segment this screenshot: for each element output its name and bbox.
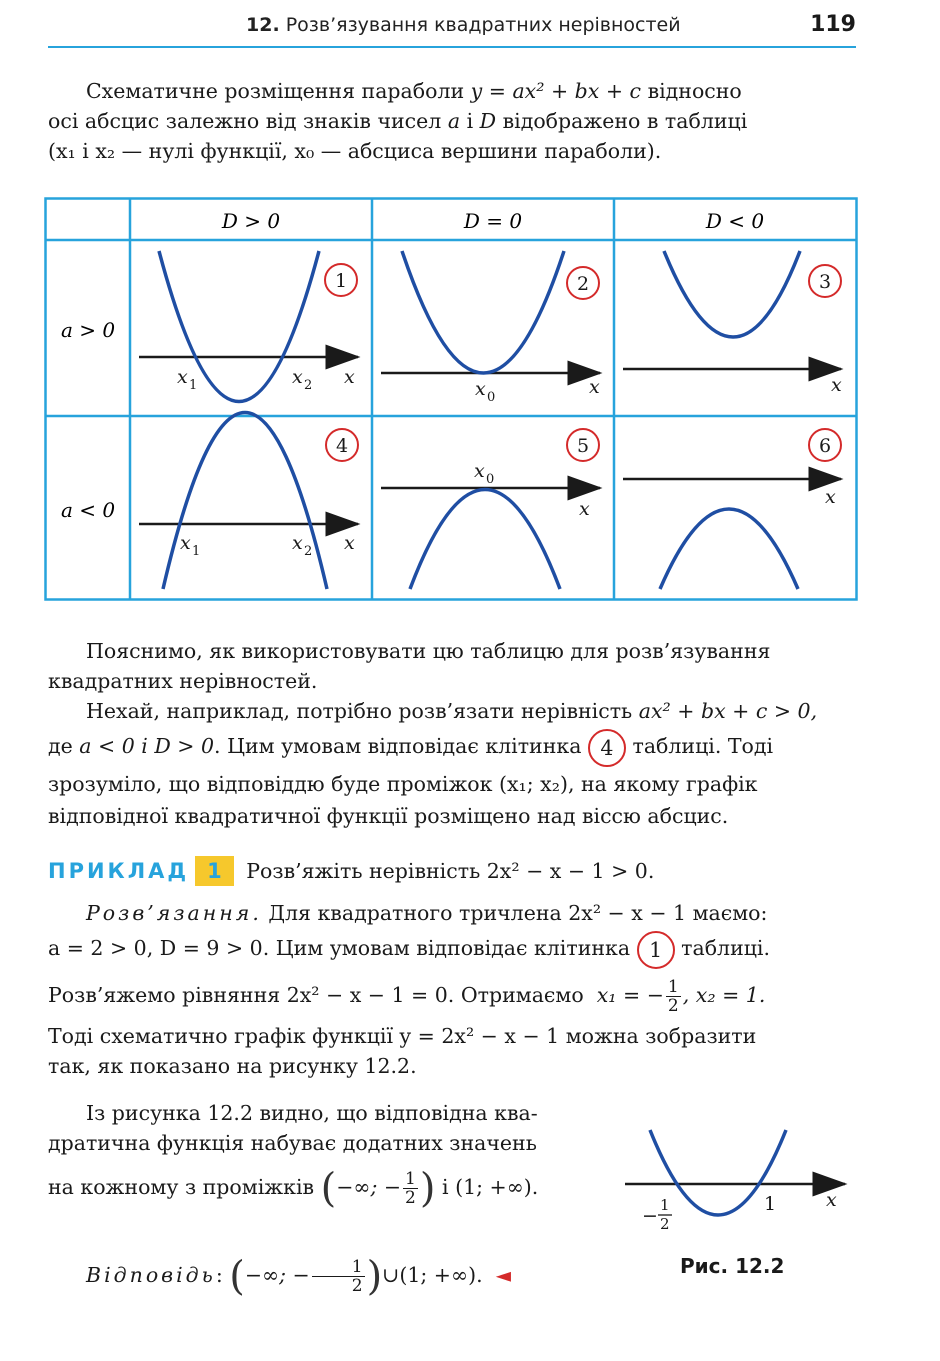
example-number-badge: 1	[195, 856, 234, 886]
cell-6	[623, 429, 841, 589]
parabola-down	[660, 509, 798, 589]
answer-line	[48, 1246, 608, 1304]
parabola-down	[163, 413, 327, 590]
explain-line: Пояснимо, як використовувати цю таблицю для розв’язування	[86, 639, 771, 663]
fraction-denominator: 2	[667, 995, 679, 1016]
x-axis-label: x	[825, 486, 836, 508]
subscript: 1	[189, 378, 198, 393]
page-header	[48, 8, 856, 48]
chapter-title-text: Розв’язування квадратних нерівностей	[285, 14, 681, 36]
x1-label: x	[177, 366, 188, 388]
root-one-label: 1	[764, 1193, 777, 1215]
subscript: 2	[304, 378, 313, 393]
root-fraction-den: 2	[660, 1215, 670, 1232]
fraction-numerator: 1	[312, 1258, 365, 1277]
root-fraction-num: 1	[660, 1196, 670, 1214]
page-number: 119	[810, 12, 856, 37]
chapter-number: 12.	[246, 14, 280, 36]
solution-line: дратична функція набуває додатних значень	[48, 1131, 537, 1155]
chapter-title	[246, 14, 681, 36]
table-grid	[46, 199, 857, 600]
solution-text: Розв’яжемо рівняння 2x² − x − 1 = 0. Отримаємо	[48, 982, 584, 1007]
col-header-d-negative: D < 0	[705, 209, 765, 233]
example-heading	[48, 856, 854, 886]
parabola-formula: y = ax² + bx + c	[470, 79, 642, 103]
cell-reference-1: 1	[637, 931, 675, 969]
interval-right: і (1; +∞).	[442, 1175, 539, 1199]
x-axis-label: x	[826, 1189, 837, 1211]
solution-word: Розв’язання.	[86, 901, 262, 925]
explain-line: зрозуміло, що відповіддю буде проміжок (x₁; x₂), на якому графік	[48, 771, 758, 796]
fraction-numerator: 1	[667, 976, 679, 997]
row-header-a-positive: a > 0	[60, 318, 116, 342]
solution-text: на кожному з проміжків	[48, 1175, 315, 1199]
solution-line	[48, 969, 854, 1021]
fraction-numerator: 1	[405, 1169, 416, 1189]
answer-colon: :	[215, 1263, 223, 1287]
intro-text: відносно	[641, 79, 742, 103]
example-task: Розв’яжіть нерівність 2x² − x − 1 > 0.	[246, 859, 655, 883]
parabola-table-svg	[44, 197, 858, 601]
cell-number: 4	[335, 435, 349, 457]
solution-text: таблиці.	[681, 936, 770, 960]
subscript: 0	[487, 390, 496, 405]
parabola-table	[44, 197, 858, 601]
header-rule	[48, 46, 856, 48]
explain-text: . Цим умовам відповідає клітинка	[214, 734, 582, 758]
answer-word: Відповідь	[86, 1263, 216, 1287]
parabola-up	[402, 251, 564, 373]
x-axis-label: x	[831, 374, 842, 396]
answer-interval-left: −∞; −	[244, 1263, 310, 1287]
subscript: 2	[304, 544, 313, 559]
col-header-d-positive: D > 0	[221, 209, 281, 233]
intro-line-2	[48, 106, 854, 136]
explain-line: квадратних нерівностей.	[48, 669, 318, 693]
cell-reference-4: 4	[588, 729, 626, 767]
solution-line: Із рисунка 12.2 видно, що відповідна ква-	[86, 1101, 538, 1125]
solution-line	[48, 928, 854, 969]
x-axis-label: x	[344, 366, 355, 388]
var-d: D	[479, 109, 497, 133]
solution-text: Для квадратного тричлена 2x² − x − 1 маємо:	[261, 901, 768, 925]
row-header-a-negative: a < 0	[60, 498, 116, 522]
parabola-up	[664, 251, 800, 337]
solution-line	[48, 1158, 608, 1216]
solution-line	[48, 898, 854, 928]
solution-line: так, як показано на рисунку 12.2.	[48, 1053, 417, 1078]
answer	[48, 1246, 608, 1304]
inequality-formula: ax² + bx + c > 0,	[638, 699, 818, 723]
cell-3	[623, 251, 842, 396]
explain-text: де	[48, 734, 80, 758]
root-x1: x₁ = −	[596, 982, 664, 1007]
fraction-one-half	[312, 1258, 365, 1295]
cell-5	[381, 429, 600, 589]
example-label: ПРИКЛАД	[48, 859, 190, 883]
x-axis-label: x	[589, 376, 600, 398]
intro-paragraph	[48, 76, 854, 166]
paren: (	[320, 1165, 337, 1212]
cell-number: 2	[576, 273, 590, 295]
x-axis-label: x	[344, 532, 355, 554]
col-header-d-zero: D = 0	[463, 209, 523, 233]
solution-text: a = 2 > 0, D = 9 > 0. Цим умовам відповідає клітинка	[48, 936, 631, 960]
parabola-down	[410, 490, 560, 590]
solution-block	[48, 898, 854, 1081]
subscript: 1	[192, 544, 201, 559]
x1-label: x	[180, 532, 191, 554]
figure-caption: Рис. 12.2	[680, 1254, 785, 1278]
figure-12-2	[620, 1122, 850, 1232]
cell-number: 3	[818, 271, 832, 293]
answer-interval-right: ∪(1; +∞).	[382, 1263, 483, 1287]
intro-text: осі абсцис залежно від знаків чисел	[48, 109, 448, 133]
var-a: a	[447, 109, 461, 133]
cell-number: 1	[334, 270, 348, 292]
explain-line	[48, 726, 854, 767]
root-x2: , x₂ = 1.	[682, 982, 766, 1007]
paren: (	[229, 1253, 245, 1300]
paren: )	[419, 1165, 436, 1212]
cell-number: 5	[576, 435, 590, 457]
interval-left: −∞; −	[336, 1175, 402, 1199]
explain-text: таблиці. Тоді	[632, 734, 774, 758]
x2-label: x	[292, 532, 303, 554]
fraction-denominator: 2	[351, 1276, 363, 1296]
cell-1	[139, 251, 358, 402]
fraction-one-half	[403, 1170, 418, 1207]
cell-4	[139, 413, 358, 590]
paren: )	[366, 1253, 383, 1300]
cell-number: 6	[818, 435, 832, 457]
intro-text: і	[460, 109, 480, 133]
explanation-paragraph-2	[48, 696, 854, 831]
x0-label: x	[474, 460, 485, 482]
x2-label: x	[292, 366, 303, 388]
explanation-paragraph-1	[48, 636, 854, 696]
fraction-one-half	[666, 978, 681, 1015]
x-axis-label: x	[579, 498, 590, 520]
explain-line	[48, 696, 854, 726]
end-of-solution-marker: ◄	[495, 1263, 512, 1287]
example-title-line	[48, 856, 854, 886]
solution-line: Тоді схематично графік функції y = 2x² − x − 1 можна зобразити	[48, 1023, 757, 1048]
explain-line: відповідної квадратичної функції розміщено над віссю абсцис.	[48, 803, 729, 828]
subscript: 0	[486, 472, 495, 487]
solution-interval-block	[48, 1098, 608, 1216]
intro-line-3: (x₁ і x₂ — нулі функції, x₀ — абсциса вершини параболи).	[48, 139, 662, 163]
intro-text: відображено в таблиці	[496, 109, 748, 133]
root-minus-sign: −	[642, 1205, 658, 1227]
condition-text: a < 0 і D > 0	[79, 734, 215, 758]
intro-text: Схематичне розміщення параболи	[86, 79, 471, 103]
cell-2	[381, 251, 600, 405]
x0-label: x	[475, 378, 486, 400]
intro-line-1	[48, 76, 854, 106]
explain-text: Нехай, наприклад, потрібно розв’язати нерівність	[86, 699, 639, 723]
fraction-denominator: 2	[405, 1188, 416, 1208]
